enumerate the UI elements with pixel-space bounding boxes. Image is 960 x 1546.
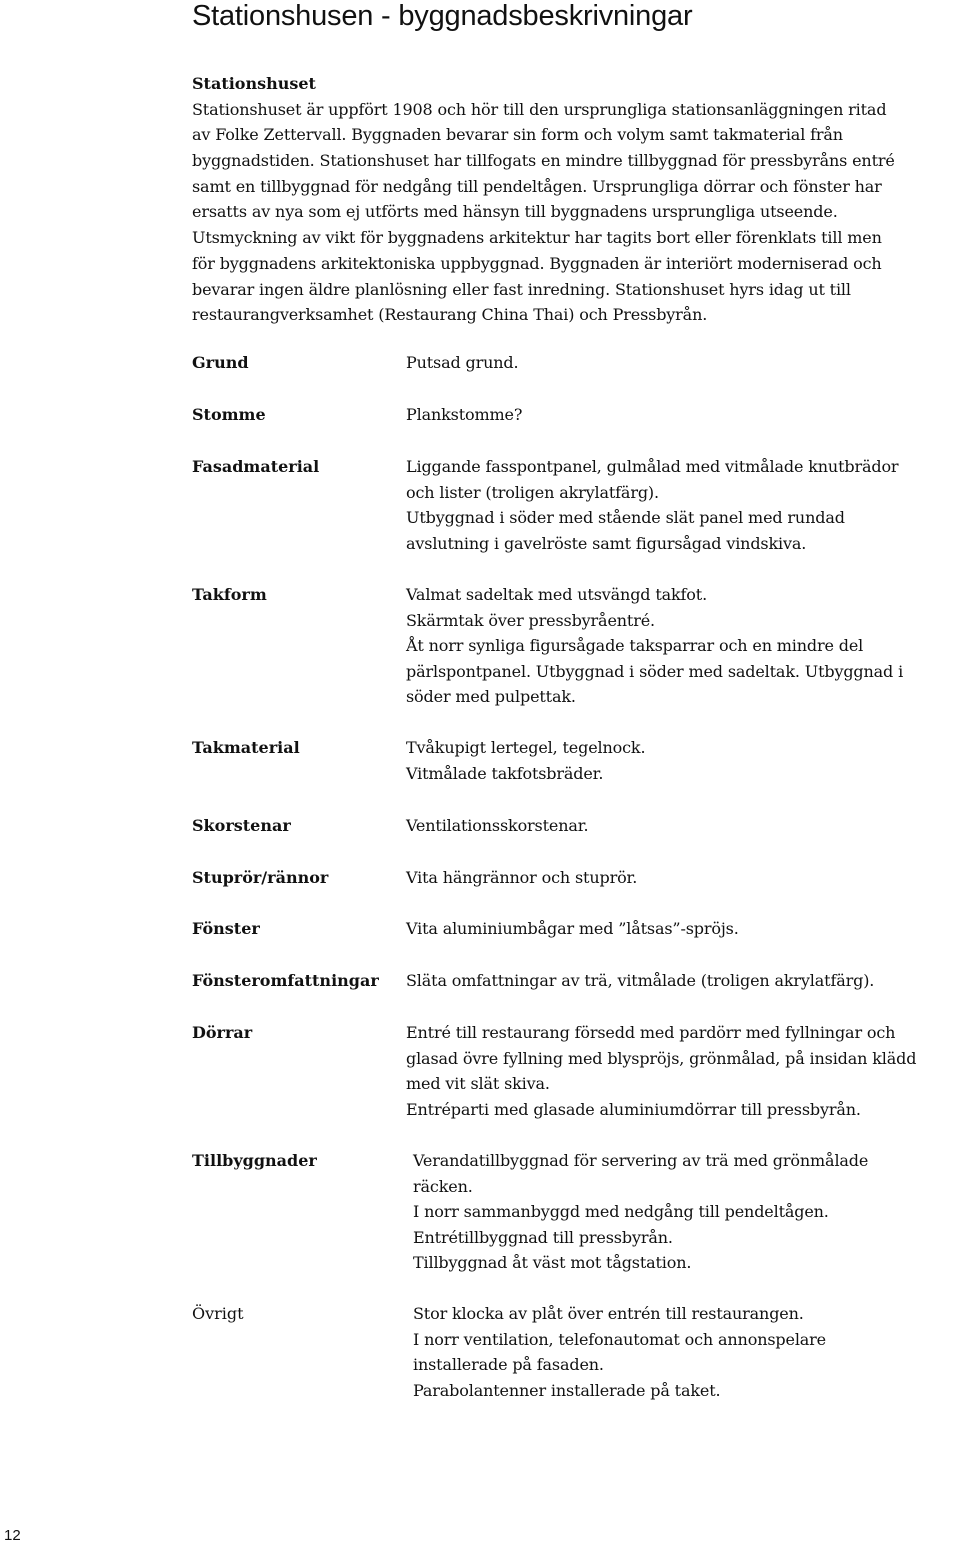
document-title: Stationshusen - byggnadsbeskrivningar — [192, 0, 693, 32]
property-value-line: Plankstomme? — [406, 405, 523, 424]
property-value-line: Ventilationsskorstenar. — [406, 816, 589, 835]
page-number: 12 — [4, 1527, 21, 1544]
property-value-line: Åt norr synliga figursågade taksparrar och en mindre del — [406, 636, 864, 656]
property-value-line: I norr ventilation, telefonautomat och annonspelare — [413, 1329, 826, 1349]
property-value-line: Stor klocka av plåt över entrén till restaurangen. — [413, 1304, 804, 1323]
property-value — [406, 735, 960, 786]
body-line: ersatts av nya som ej utförts med hänsyn till byggnadens ursprungliga utseende. — [192, 202, 838, 222]
property-value-line: Tvåkupigt lertegel, tegelnock. — [406, 738, 646, 757]
property-value-line: Vita hängrännor och stuprör. — [406, 868, 638, 887]
property-value-line: söder med pulpettak. — [406, 687, 576, 707]
section-stationshuset — [192, 71, 952, 328]
body-line: byggnadstiden. Stationshuset har tillfogats en mindre tillbyggnad för pressbyråns entré — [192, 151, 895, 170]
property-value-line: Putsad grund. — [406, 353, 519, 372]
property-value-line: Liggande fasspontpanel, gulmålad med vitmålade knutbrädor — [406, 457, 899, 476]
property-label: Skorstenar — [192, 816, 291, 835]
property-label: Övrigt — [192, 1304, 244, 1323]
property-label: Fasadmaterial — [192, 457, 320, 476]
property-label: Fönster — [192, 919, 260, 938]
property-value-line: Tillbyggnad åt väst mot tågstation. — [413, 1253, 692, 1273]
property-value-line: pärlspontpanel. Utbyggnad i söder med sadeltak. Utbyggnad i — [406, 661, 904, 681]
property-value — [406, 582, 960, 710]
property-value-line: Släta omfattningar av trä, vitmålade (troligen akrylatfärg). — [406, 971, 875, 990]
property-label: Dörrar — [192, 1023, 253, 1042]
property-value-line: Verandatillbyggnad för servering av trä med grönmålade — [413, 1151, 869, 1170]
property-value-line: Valmat sadeltak med utsvängd takfot. — [406, 585, 707, 604]
property-value-line: Entrétillbyggnad till pressbyrån. — [413, 1227, 673, 1247]
property-value-line: Utbyggnad i söder med stående slät panel med rundad — [406, 508, 845, 528]
property-value — [406, 1020, 960, 1122]
body-line: bevarar ingen äldre planlösning eller fast inredning. Stationshuset hyrs idag ut till — [192, 279, 851, 299]
property-value — [413, 1301, 960, 1403]
property-value-line: Skärmtak över pressbyråentré. — [406, 610, 655, 630]
property-value — [406, 865, 960, 891]
property-label: Takform — [192, 585, 267, 604]
section-body — [192, 97, 952, 328]
property-value-line: avslutning i gavelröste samt figursågad vindskiva. — [406, 533, 807, 553]
property-value — [406, 402, 960, 428]
property-value-line: installerade på fasaden. — [413, 1355, 604, 1375]
property-value-line: Vitmålade takfotsbräder. — [406, 763, 604, 783]
property-value — [413, 1148, 960, 1276]
body-line: för byggnadens arkitektoniska uppbyggnad. Byggnaden är interiört moderniserad och — [192, 253, 882, 273]
property-value-line: Parabolantenner installerade på taket. — [413, 1380, 721, 1400]
property-label: Grund — [192, 353, 249, 372]
property-value — [406, 916, 960, 942]
property-value — [406, 968, 960, 994]
body-line: av Folke Zettervall. Byggnaden bevarar sin form och volym samt takmaterial från — [192, 125, 843, 145]
property-value-line: Entré till restaurang försedd med pardörr med fyllningar och — [406, 1023, 896, 1042]
property-value-line: I norr sammanbyggd med nedgång till pendeltågen. — [413, 1202, 829, 1222]
property-value-line: räcken. — [413, 1176, 473, 1196]
property-value — [406, 350, 960, 376]
property-value-line: glasad övre fyllning med blyspröjs, grönmålad, på insidan klädd — [406, 1048, 917, 1068]
section-heading: Stationshuset — [192, 74, 316, 93]
property-value-line: Entréparti med glasade aluminiumdörrar till pressbyrån. — [406, 1099, 861, 1119]
property-value-line: Vita aluminiumbågar med ”låtsas”-spröjs. — [406, 919, 739, 938]
property-value — [406, 454, 960, 556]
body-line: samt en tillbyggnad för nedgång till pendeltågen. Ursprungliga dörrar och fönster har — [192, 176, 882, 196]
property-label: Stomme — [192, 405, 266, 424]
property-value-line: och lister (troligen akrylatfärg). — [406, 482, 659, 502]
body-line: Utsmyckning av vikt för byggnadens arkitektur har tagits bort eller förenklats till men — [192, 228, 882, 248]
property-value-line: med vit slät skiva. — [406, 1074, 550, 1094]
body-line: restaurangverksamhet (Restaurang China Thai) och Pressbyrån. — [192, 305, 708, 325]
property-label: Stuprör/rännor — [192, 868, 329, 887]
body-line: Stationshuset är uppfört 1908 och hör till den ursprungliga stationsanläggningen ritad — [192, 99, 887, 119]
property-label: Tillbyggnader — [192, 1151, 317, 1170]
property-label: Fönsteromfattningar — [192, 971, 379, 990]
property-value — [406, 813, 960, 839]
property-label: Takmaterial — [192, 738, 300, 757]
